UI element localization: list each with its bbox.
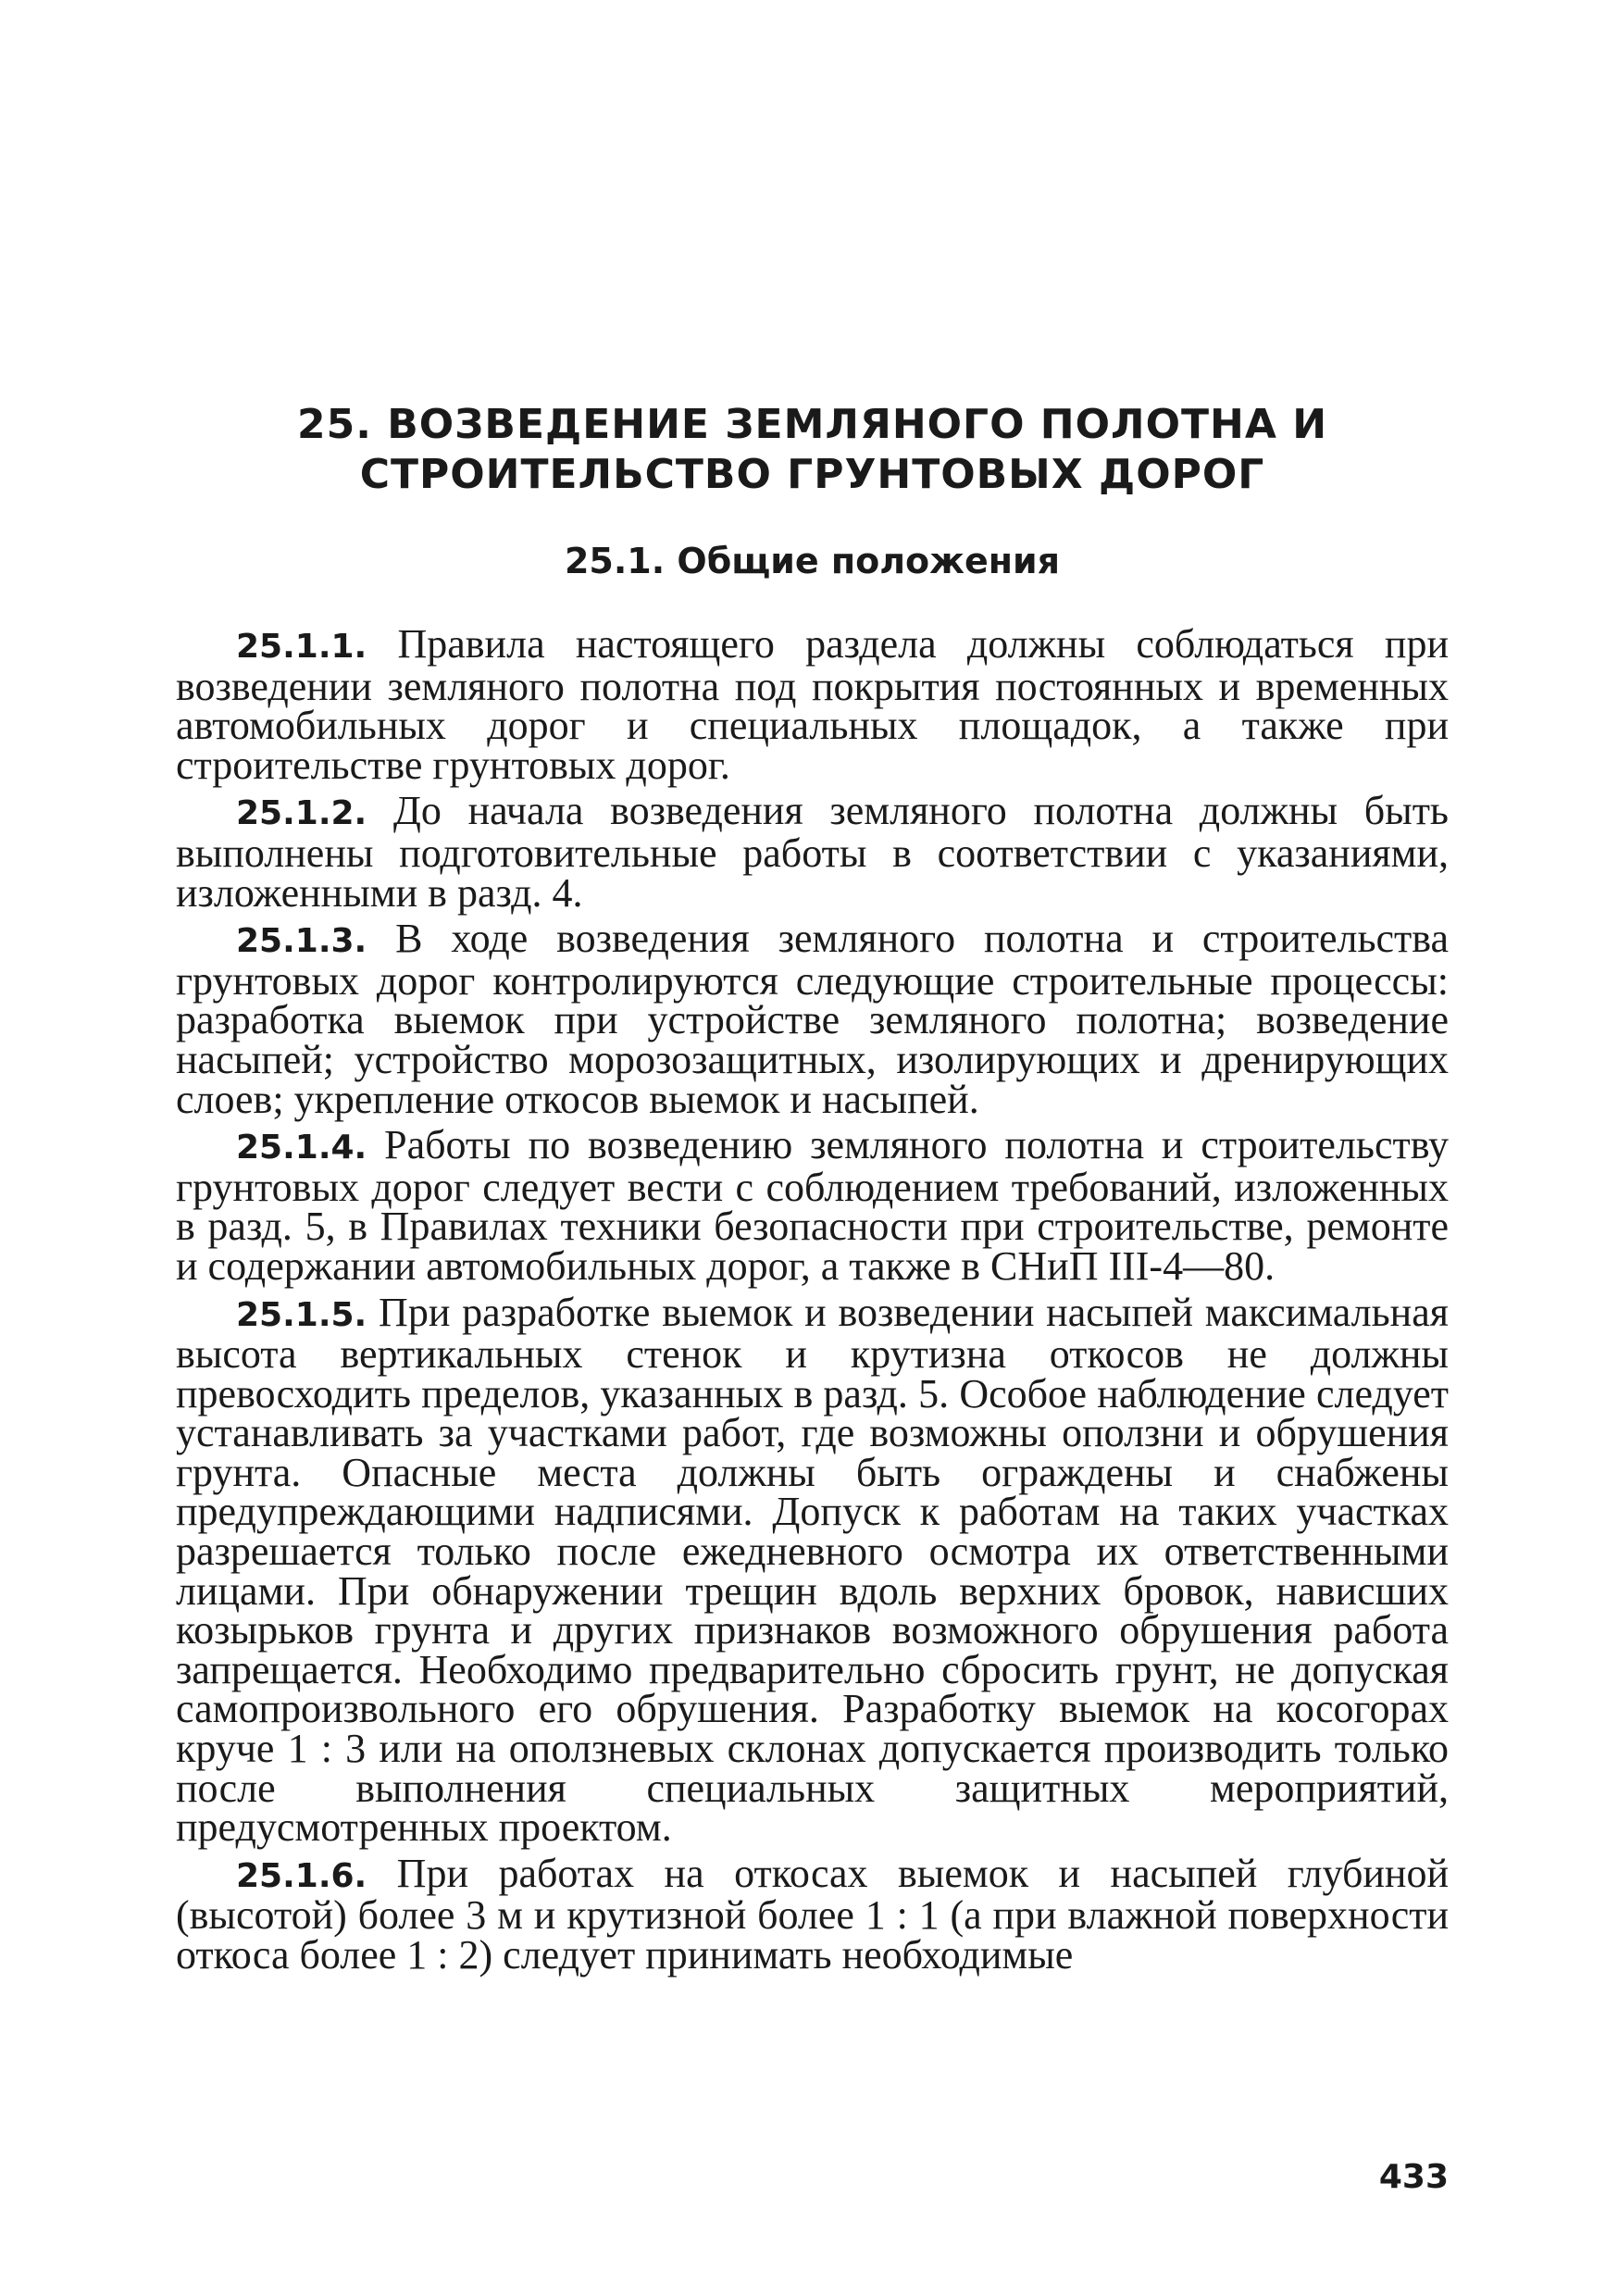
section-title-line-1: 25. ВОЗВЕДЕНИЕ ЗЕМЛЯНОГО ПОЛОТНА И [296,401,1328,448]
paragraph-number: 25.1.4. [236,1129,367,1167]
paragraph-number: 25.1.3. [236,922,367,961]
paragraph-number: 25.1.2. [236,794,367,833]
section-title-line-2: СТРОИТЕЛЬСТВО ГРУНТОВЫХ ДОРОГ [359,451,1265,498]
paragraph-text: При разработке выемок и возведении насыпей максимальная высота вертикальных стенок и крутизна откосов не должны превосходить пределов, указанных в разд. 5. Особое наблюдение следует устанавливать за участками работ, где возможны оползни и обрушения грунта. Опасные места должны быть ограждены и снабжены предупреждающими надписями. Допуск к работам на таких участках разрешается только после ежедневного осмотра их ответственными лицами. При обнаружении трещин вдоль верхних бровок, нависших козырьков грунта и других признаков возможного обрушения работа запрещается. Необходимо предварительно сбросить грунт, не допуская самопроизвольного его обрушения. Разработку выемок на косогорах круче 1 : 3 или на оползневых склонах допускается производить только после выполнения специальных защитных мероприятий, предусмотренных проектом. [176,1289,1449,1851]
paragraph-25-1-6 [176,1850,1449,1978]
subsection-title: 25.1. Общие положения [564,541,1061,581]
paragraph-number: 25.1.5. [236,1295,367,1334]
document-page [176,0,1449,2296]
paragraph-text: В ходе возведения земляного полотна и строительства грунтовых дорог контролируются следующие строительные процессы: разработка выемок при устройстве земляного полотна; возведение насыпей; устройство морозозащитных, изолирующих и дренирующих слоев; укрепление откосов выемок и насыпей. [176,916,1449,1122]
section-title [176,400,1449,500]
paragraph-25-1-1 [176,621,1449,788]
paragraph-text: Работы по возведению земляного полотна и строительству грунтовых дорог следует вести с соблюдением требований, изложенных в разд. 5, в Правилах техники безопасности при строительстве, ремонте и содержании автомобильных дорог, а также в СНиП III-4—80. [176,1122,1449,1289]
paragraph-number: 25.1.6. [236,1856,367,1895]
paragraph-text: До начала возведения земляного полотна должны быть выполнены подготовительные работы в соответствии с указаниями, изложенными в разд. 4. [176,788,1449,916]
paragraph-25-1-5 [176,1289,1449,1851]
paragraph-25-1-2 [176,788,1449,916]
paragraph-text: Правила настоящего раздела должны соблюдаться при возведении земляного полотна под покрытия постоянных и временных автомобильных дорог и специальных площадок, а также при строительстве грунтовых дорог. [176,621,1449,788]
body-text [176,621,1449,1982]
paragraph-25-1-3 [176,916,1449,1122]
page-number: 433 [1378,2158,1449,2196]
paragraph-25-1-4 [176,1122,1449,1289]
paragraph-text: При работах на откосах выемок и насыпей глубиной (высотой) более 3 м и крутизной более 1 : 1 (а при влажной поверхности откоса более 1 : 2) следует принимать необходимые [176,1850,1449,1978]
paragraph-number: 25.1.1. [236,628,367,666]
